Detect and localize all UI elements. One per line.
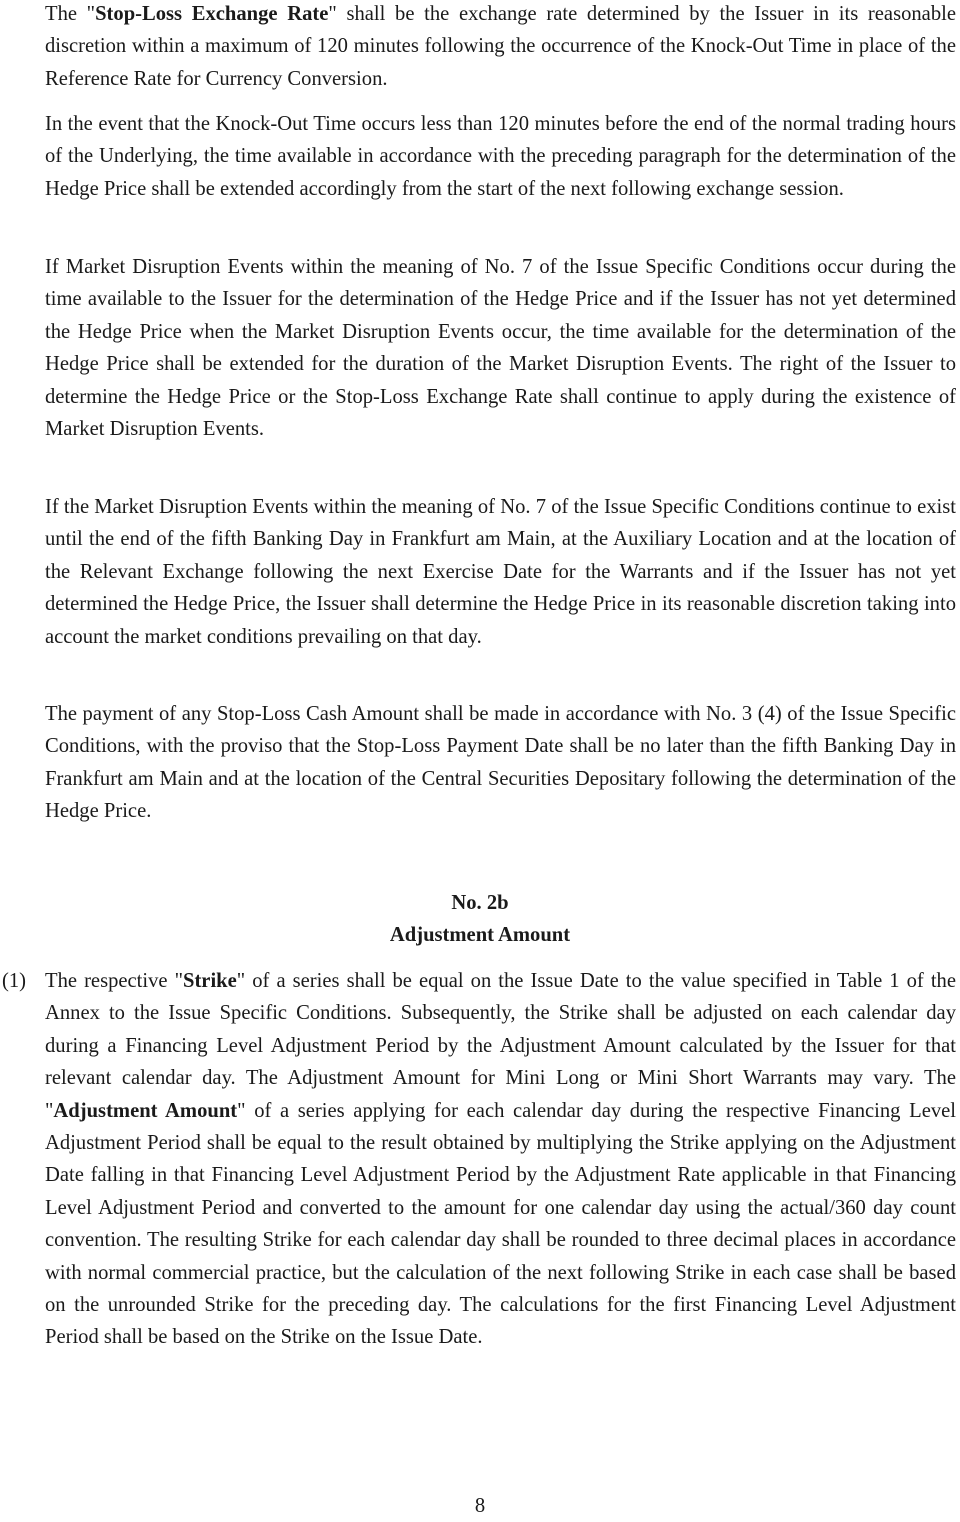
defined-term-adjustment-amount: Adjustment Amount (53, 1099, 238, 1122)
text-run: " shall be the exchange rate determined by the Issuer in its reasonable discretion within a maximum of 120 minutes following the occurrence of the Knock-Out Time in place of the Reference Rate for Currency Conversion. (45, 3, 956, 90)
section-title: Adjustment Amount (389, 924, 571, 946)
page-number: 8 (474, 1495, 486, 1517)
paragraph-stop-loss-exchange-rate (45, 0, 956, 95)
text-run: " of a series shall be equal on the Issue Date to the value specified in Table 1 of the Annex to the Issue Specific Conditions. Subsequently, the Strike shall be adjusted on each calendar day during a Financing Level Adjustment Period by the Adjustment Amount calculated by the Issuer for that relevant calendar day. The Adjustment Amount for Mini Long or Mini Short Warrants may vary. The " (45, 970, 956, 1122)
item-marker: (1) (2, 970, 27, 992)
paragraph-market-disruption-events: If Market Disruption Events within the meaning of No. 7 of the Issue Specific Conditions occur during the time available to the Issuer for the determination of the Hedge Price and if the Issuer has not yet determined the Hedge Price when the Market Disruption Events occur, the time available for the determination of the Hedge Price shall be extended for the duration of the Market Disruption Events. The right of the Issuer to determine the Hedge Price or the Stop-Loss Exchange Rate shall continue to apply during the existence of Market Disruption Events. (45, 256, 956, 441)
text-run: " of a series applying for each calendar day during the respective Financing Level Adjustment Period shall be equal to the result obtained by multiplying the Strike applying on the Adjustment Date falling in that Financing Level Adjustment Period by the Adjustment Rate applicable in that Financing Level Adjustment Period and converted to the amount for one calendar day using the actual/360 day count convention. The resulting Strike for each calendar day shall be rounded to three decimal places in accordance with normal commercial practice, but the calculation of the next following Strike in each case shall be based on the unrounded Strike for the preceding day. The calculations for the first Financing Level Adjustment Period shall be based on the Strike on the Issue Date. (45, 1099, 956, 1349)
text-run: The respective " (45, 970, 183, 992)
section-number: No. 2b (451, 892, 509, 914)
paragraph-continued-disruption: If the Market Disruption Events within the meaning of No. 7 of the Issue Specific Conditions continue to exist until the end of the fifth Banking Day in Frankfurt am Main, at the Auxiliary Location and at the location of the Relevant Exchange following the next Exercise Date for the Warrants and if the Issuer has not yet determined the Hedge Price, the Issuer shall determine the Hedge Price in its reasonable discretion taking into account the market conditions prevailing on that day. (45, 496, 956, 648)
item-body (45, 965, 956, 1354)
text-run: The " (45, 3, 96, 25)
paragraph-knock-out-time: In the event that the Knock-Out Time occurs less than 120 minutes before the end of the normal trading hours of the Underlying, the time available in accordance with the preceding paragraph for the determination of the Hedge Price shall be extended accordingly from the start of the next following exchange session. (45, 113, 956, 200)
paragraph-stop-loss-payment: The payment of any Stop-Loss Cash Amount shall be made in accordance with No. 3 (4) of the Issue Specific Conditions, with the proviso that the Stop-Loss Payment Date shall be no later than the fifth Banking Day in Frankfurt am Main and at the location of the Central Securities Depositary following the determination of the Hedge Price. (45, 703, 956, 823)
defined-term-stop-loss-exchange-rate: Stop-Loss Exchange Rate (95, 3, 329, 25)
defined-term-strike: Strike (183, 970, 237, 992)
